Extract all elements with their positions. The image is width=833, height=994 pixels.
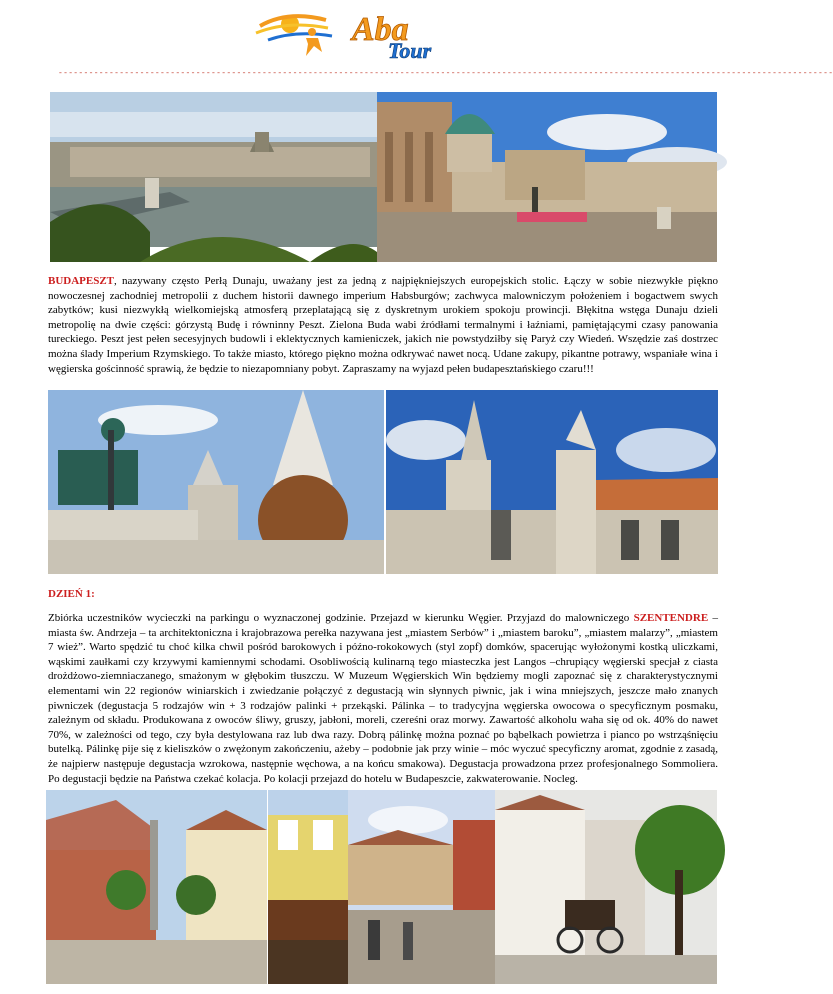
intro-text: , nazywany często Perłą Dunaju, uważany jest za jedną z najpiękniejszych europejskich stolic. Łączy w sobie niezwykłe piękno nowoczesnej zachodniej metropolii z duchem historii dawnego imperium Habsburgów; zachwyca malowniczym położeniem i bogactwem swych zabytków; kusi niezwykłą wielkomiejską atmosferą przeplatającą się z dyskretnym urokiem spokoju prowincji. Błękitna wstęga Dunaju dzieli metropolię na dwie części: górzystą Budę i równinny Peszt. Zielona Buda wabi źródłami termalnymi i łaźniami, pamiętającymi czasy panowania tureckiego. Peszt jest pełen secesyjnych budowli i eklektycznych kamieniczek, jakich nie powstydziłby się Paryż czy Wiedeń. Wszędzie zaś dostrzec można ślady Imperium Rzymskiego. To także miasto, którego piękno można odkrywać nawet nocą. Udane zakupy, pikantne potrawy, wspaniałe wina i węgierska gościnność sprawią, że będzie to niezapomniany pobyt. Zapraszamy na wyjazd pełen budapesztańskiego czaru!!! <box>48 275 718 375</box>
aba-tour-logo <box>248 6 498 62</box>
fishermans-bastion-photo <box>48 390 384 574</box>
day1-text-rest: – miasta św. Andrzeja – ta architektoniczna i krajobrazowa perełka nazywana jest „miastem Serbów” i „miastem baroku”, „miastem malarzy”, „miastem 7 wież”. Warto spędzić tu choć kilka chwil pośród barokowych i późno-rokokowych (styl zopf) domków, spacerując wyłożonymi kostką uliczkami, wąskimi zaułkami czy krzywymi kamiennymi schodami. Osobliwością kulinarną tego miasteczka jest Langos –chrupiący węgierski specjał z ciasta drożdżowo-ziemniaczanego, smażonym w głębokim tłuszczu. W Muzeum Węgierskich Win będziemy mogli zapoznać się z charakterystycznymi elementami win 22 regionów winiarskich i zwiedzanie połączyć z degustacją win słynnych piwnic, jak i wina mniejszych, jeszcze mało znanych piwniczek (degustacja 5 rodzajów win + 3 rodzajów palinki + przekąski. Pálinka – to tradycyjna węgierska owocowa o specyficznym posmaku, zależnym od składu. Produkowana z owoców śliwy, gruszy, jabłoni, moreli, czereśni oraz morwy. Zawartość alkoholu waha się od ok. 40% do nawet 70%, w zależności od tego, czy była destylowana raz lub dwa razy. Dobrą pálinkę można poznać po bąbelkach powietrza i pianco po wstrząśnięciu butelką. Pálinkę pije się z kieliszków o zwężonym zakończeniu, ażeby – podobnie jak przy winie – móc wyczuć specyficzny aromat, zgodnie z zasadą, że najpierw następuje degustacja wzrokowa, następnie węchowa, a na końcu smakowa). Degustacja prowadzona przez profesjonalnego Sommoliera. Po degustacji będzie na Państwa czekać kolacja. Po kolacji przejazd do hotelu w Budapeszcie, zakwaterowanie. Nocleg. <box>48 612 719 785</box>
logo-text-aba: Aba <box>352 11 409 48</box>
budapest-panorama-photo <box>50 92 377 262</box>
intro-paragraph <box>48 274 718 376</box>
szentendre-street-cafe-photo <box>268 790 348 984</box>
logo-text-tour: Tour <box>388 38 432 63</box>
day1-heading: DZIEŃ 1: <box>48 588 95 600</box>
szentendre-square-photo <box>46 790 267 984</box>
buda-castle-photo <box>377 92 717 262</box>
city-name: BUDAPESZT <box>48 275 115 287</box>
town-name: SZENTENDRE <box>633 612 709 624</box>
day1-paragraph <box>48 611 718 786</box>
sun-icon <box>256 15 332 40</box>
szentendre-carriage-photo <box>495 790 717 984</box>
dashed-divider: -------------------------------------------------------------------------------------------------------------------------------------------------------- <box>58 69 833 78</box>
figure-icon <box>306 28 322 56</box>
szentendre-lane-photo <box>348 790 495 984</box>
day1-text-start: Zbiórka uczestników wycieczki na parkingu o wyznaczonej godzinie. Przejazd w kierunku Węgier. Przyjazd do malowniczego <box>48 612 634 624</box>
matthias-church-photo <box>386 390 718 574</box>
